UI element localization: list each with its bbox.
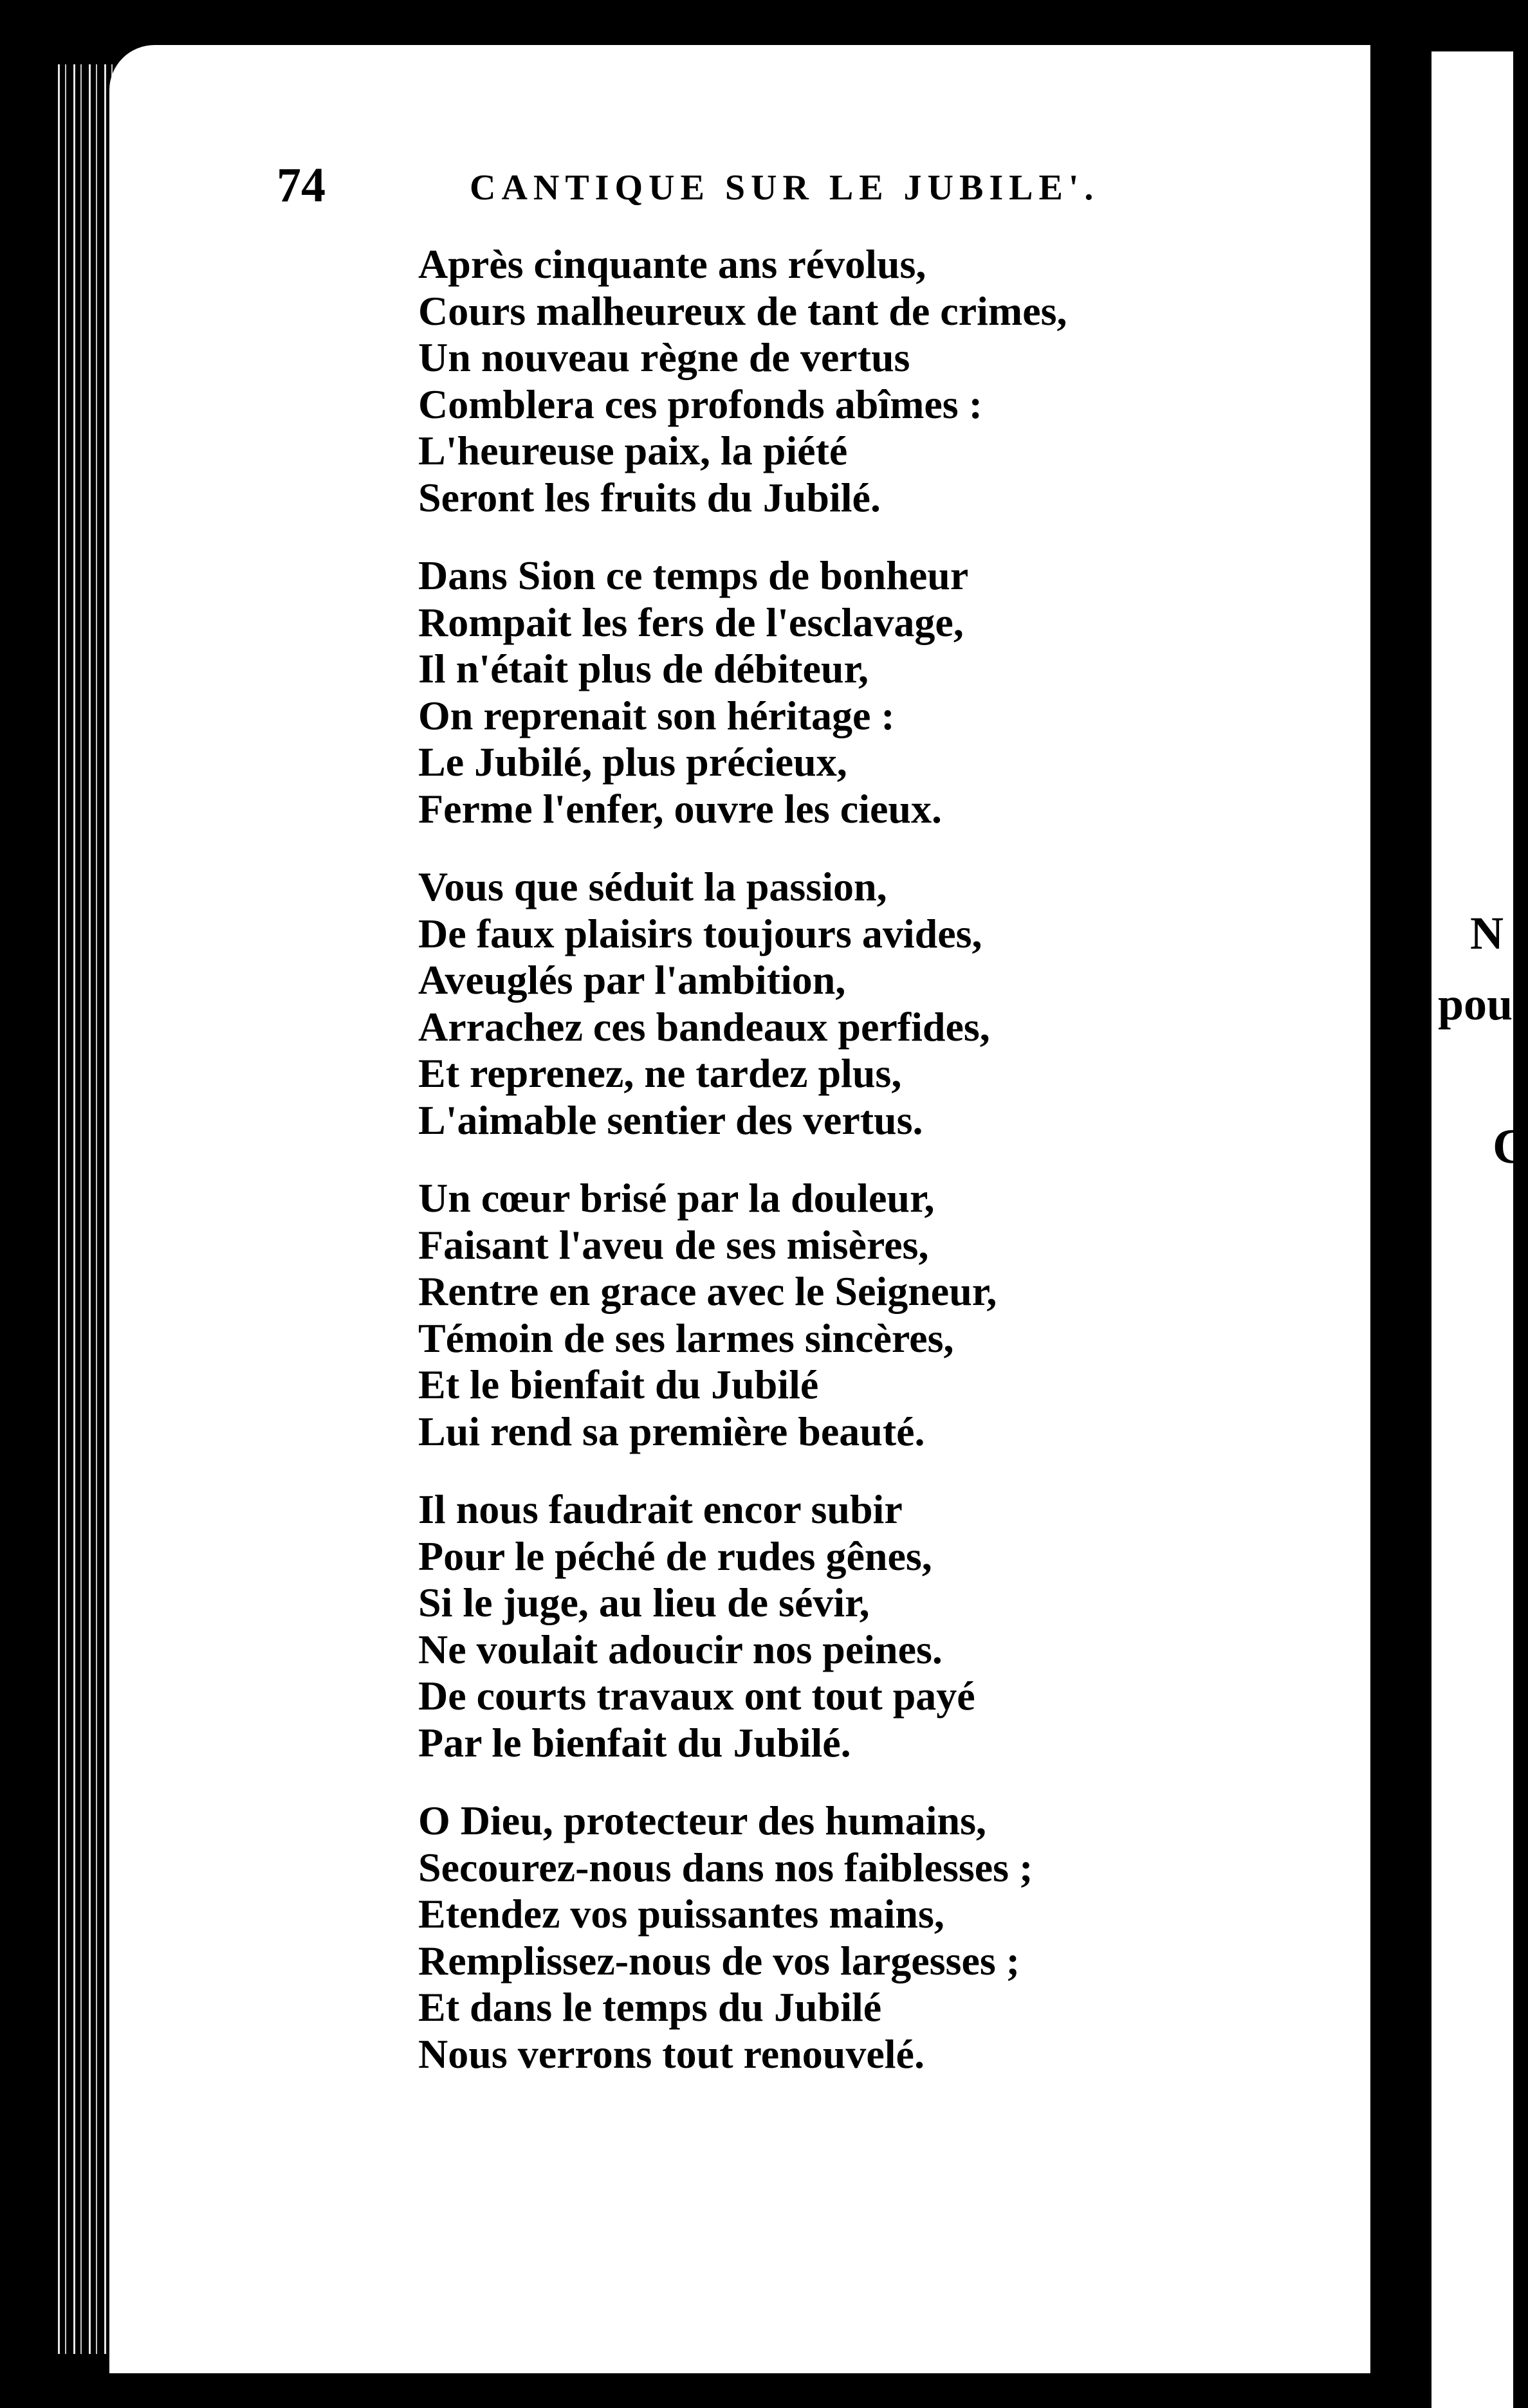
verse-line: Et reprenez, ne tardez plus,	[418, 1050, 902, 1096]
verse-line: Un cœur brisé par la douleur,	[418, 1175, 935, 1221]
verse-line: Secourez-nous dans nos faiblesses ;	[418, 1844, 1033, 1890]
running-title: CANTIQUE SUR LE JUBILE'.	[470, 168, 1100, 208]
verse-line: Rentre en grace avec le Seigneur,	[418, 1268, 997, 1314]
verse-line: L'aimable sentier des vertus.	[418, 1097, 923, 1143]
facing-page	[1431, 51, 1528, 2408]
stanza	[418, 241, 1067, 521]
facing-page-fragment: N	[1470, 908, 1504, 959]
stanza	[418, 864, 1067, 1144]
verse-line: Aveuglés par l'ambition,	[418, 957, 846, 1003]
verse-line: Rompait les fers de l'esclavage,	[418, 599, 964, 645]
verse-line: Ferme l'enfer, ouvre les cieux.	[418, 785, 942, 832]
verse-line: On reprenait son héritage :	[418, 692, 895, 738]
verse-line: Témoin de ses larmes sincères,	[418, 1315, 954, 1361]
verse-line: Par le bienfait du Jubilé.	[418, 1719, 851, 1765]
verse-line: Remplissez-nous de vos largesses ;	[418, 1937, 1020, 1984]
verse-line: Nous verrons tout renouvelé.	[418, 2030, 925, 2077]
verse-line: O Dieu, protecteur des humains,	[418, 1798, 986, 1843]
verse-line: Comblera ces profonds abîmes :	[418, 381, 982, 427]
stanza	[418, 1486, 1067, 1766]
verse-line: Ne voulait adoucir nos peines.	[418, 1626, 943, 1672]
verse-line: L'heureuse paix, la piété	[418, 428, 848, 473]
stanza	[418, 1798, 1067, 2077]
verse-line: Et le bienfait du Jubilé	[418, 1362, 819, 1407]
facing-page-fragment: pou	[1438, 978, 1513, 1030]
verse-line: Dans Sion ce temps de bonheur	[418, 552, 969, 598]
verse-line: Arrachez ces bandeaux perfides,	[418, 1003, 990, 1050]
verse-line: De faux plaisirs toujours avides,	[418, 910, 982, 956]
facing-page-fragment: C	[1493, 1120, 1528, 1174]
verse-line: Faisant l'aveu de ses misères,	[418, 1221, 929, 1268]
stanza	[418, 552, 1067, 832]
verse-line: Lui rend sa première beauté.	[418, 1408, 925, 1454]
verse-line: Vous que séduit la passion,	[418, 864, 887, 909]
verse-line: De courts travaux ont tout payé	[418, 1673, 975, 1719]
verse-line: Cours malheureux de tant de crimes,	[418, 287, 1067, 334]
verse-line: Il nous faudrait encor subir	[418, 1486, 903, 1532]
verse-line: Un nouveau règne de vertus	[418, 334, 910, 380]
verse-line: Etendez vos puissantes mains,	[418, 1891, 944, 1937]
poem	[418, 241, 1067, 2109]
verse-line: Il n'était plus de débiteur,	[418, 646, 869, 691]
stanza	[418, 1175, 1067, 1455]
page-number: 74	[277, 158, 326, 212]
gutter-shadow	[1372, 51, 1431, 2408]
verse-line: Après cinquante ans révolus,	[418, 241, 926, 287]
verse-line: Le Jubilé, plus précieux,	[418, 739, 847, 785]
verse-line: Si le juge, au lieu de sévir,	[418, 1580, 870, 1625]
verse-line: Et dans le temps du Jubilé	[418, 1984, 882, 2030]
verse-line: Pour le péché de rudes gênes,	[418, 1533, 932, 1579]
verse-line: Seront les fruits du Jubilé.	[418, 474, 881, 520]
page-header	[277, 158, 1293, 215]
